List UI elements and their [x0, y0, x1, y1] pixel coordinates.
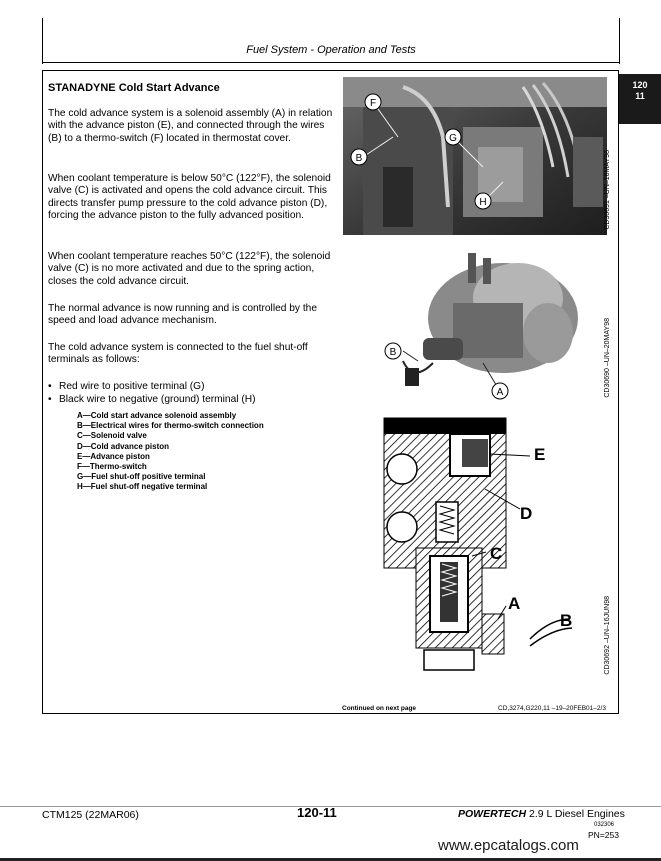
- figure-legend: [77, 411, 264, 493]
- section-heading: STANADYNE Cold Start Advance: [48, 82, 220, 94]
- legend-item: A—Cold start advance solenoid assembly: [77, 411, 237, 420]
- figure-caption: CD30691 –UN–16MAY98: [604, 150, 611, 230]
- bullet-icon: •: [48, 381, 52, 392]
- callout-label: F: [369, 98, 377, 109]
- legend-item: F—Thermo-switch: [77, 462, 147, 472]
- legend-item: H—Fuel shut-off negative terminal: [77, 482, 208, 492]
- date-code: 032306: [594, 822, 615, 828]
- callout-label: A: [508, 594, 521, 613]
- legend-item: E—Advance piston: [77, 451, 150, 461]
- page-title: Fuel System - Operation and Tests: [246, 44, 416, 56]
- callout-label: B: [560, 611, 573, 630]
- bullet-text: Black wire to negative (ground) terminal (H): [59, 394, 256, 405]
- callout-label: E: [534, 445, 546, 464]
- reference-code: CD,3274,G220,11 –19–20FEB01–2/3: [498, 705, 606, 712]
- page-number: 120-11: [297, 805, 337, 820]
- paragraph: The normal advance is now running and is controlled by the speed and load advance mechanism.: [48, 303, 317, 327]
- bullet-text: Red wire to positive terminal (G): [59, 381, 205, 392]
- callout-label: B: [389, 347, 397, 358]
- engine-photo: [343, 77, 607, 235]
- callout-label: H: [479, 197, 487, 208]
- figure-caption: CD30690 –UN–20MAY98: [604, 318, 611, 398]
- paragraph: When coolant temperature reaches 50°C (122°F), the solenoid valve (C) is no more activated and due to the spring action, closes the cold advance circuit.: [48, 251, 331, 287]
- callout-label: A: [496, 387, 504, 398]
- brand-name: POWERTECH: [458, 808, 527, 820]
- callout-label: D: [520, 504, 533, 523]
- legend-item: G—Fuel shut-off positive terminal: [77, 472, 206, 482]
- legend-item: D—Cold advance piston: [77, 441, 170, 451]
- section-tab: [619, 74, 661, 124]
- pn-number: PN=253: [588, 830, 619, 840]
- section-tab-number: 120: [632, 80, 648, 90]
- paragraph: When coolant temperature is below 50°C (122°F), the solenoid valve (C) is activated and opens the cold advance circuit. This directs transfer pump pressure to the cold advance piston (D), forcing the advance piston to the fully advanced position.: [48, 173, 331, 221]
- engine-series: [458, 808, 625, 820]
- bullet-item: [48, 394, 255, 406]
- bullet-icon: •: [48, 394, 52, 405]
- paragraph: The cold advance system is a solenoid assembly (A) in relation with the advance piston (E), and connected through the wires (B) to a thermo-switch (F) located in thermostat cover.: [48, 108, 333, 144]
- legend-item: C—Solenoid valve: [77, 431, 147, 441]
- header-divider: [42, 62, 620, 63]
- engine-label: 2.9 L Diesel Engines: [526, 808, 625, 820]
- callout-label: B: [355, 153, 363, 164]
- solenoid-cross-section-diagram: [380, 414, 606, 704]
- header-left-rule: [42, 18, 43, 64]
- injection-pump-photo: [343, 243, 607, 406]
- continued-note: Continued on next page: [342, 705, 417, 712]
- paragraph: The cold advance system is connected to the fuel shut-off terminals as follows:: [48, 342, 308, 366]
- watermark: www.epcatalogs.com: [438, 837, 579, 854]
- section-tab-subnumber: 11: [635, 91, 645, 101]
- figure-caption: CD30692 –UN–16JUN98: [604, 596, 611, 675]
- manual-id: CTM125 (22MAR06): [42, 809, 139, 821]
- callout-label: G: [449, 133, 457, 144]
- callout-label: C: [490, 544, 503, 563]
- header-right-rule: [619, 18, 620, 64]
- legend-item: B—Electrical wires for thermo-switch connection: [77, 421, 264, 431]
- bullet-item: [48, 381, 205, 393]
